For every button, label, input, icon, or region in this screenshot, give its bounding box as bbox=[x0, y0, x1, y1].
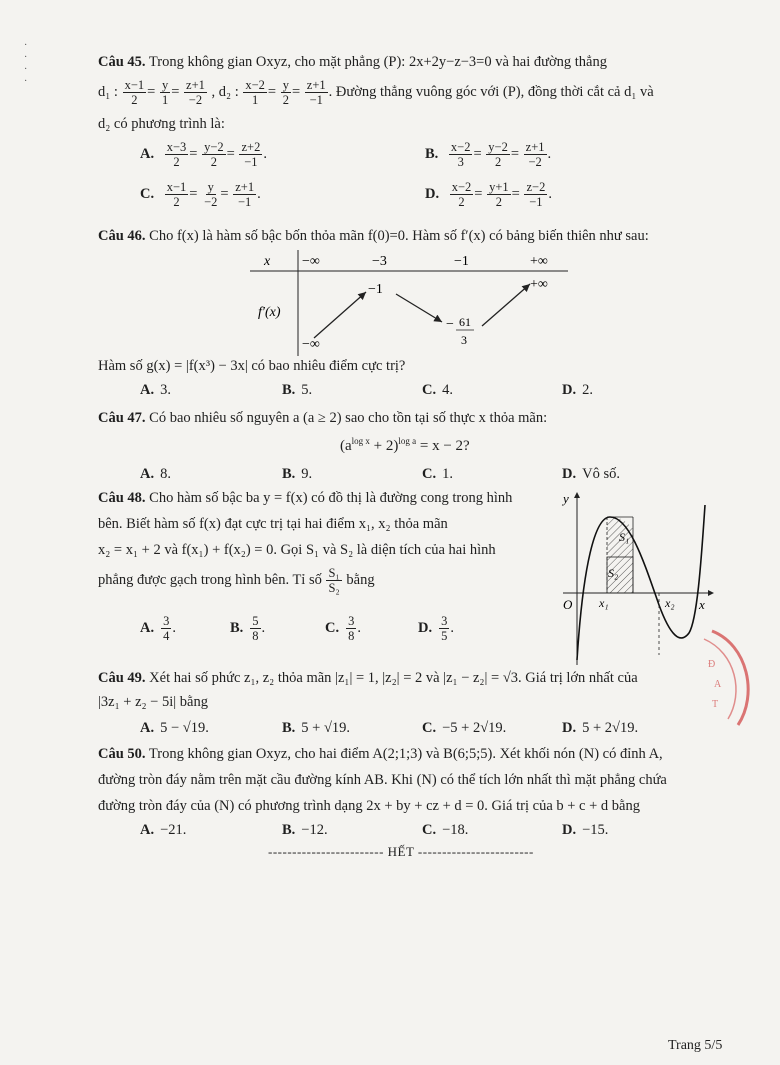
q49-option-a[interactable]: A. 5 − √19. bbox=[140, 720, 209, 736]
table-x-value-3: +∞ bbox=[530, 254, 548, 269]
q45-title: Câu 45. bbox=[98, 54, 146, 70]
q45-d2-frac1: $\frac{x-2}{1}$ bbox=[245, 78, 265, 107]
q48-option-c[interactable]: C. $\frac{3}{8}$ . bbox=[325, 614, 361, 643]
q49-title: Câu 49. bbox=[98, 670, 146, 686]
q45-line3: d₂ có phương trình là: bbox=[98, 116, 225, 132]
q49-option-b[interactable]: B. 5 + √19. bbox=[282, 720, 351, 736]
svg-text:A: A bbox=[714, 679, 722, 690]
q48-line3: x₂ = x₁ + 2 và f(x₁) + f(x₂) = 0. Gọi S₁ và S₂ là diện tích của hai hình bbox=[98, 542, 496, 558]
q45-option-d[interactable]: D. $\frac{x-2}{2}$ = $\frac{y+1}{2}$ = $\frac{z-2}{-1}$ . bbox=[425, 180, 552, 209]
q45-d1-frac2: $\frac{y}{1}$ bbox=[161, 78, 169, 107]
graph-y-label: y bbox=[563, 491, 569, 506]
q48-option-d[interactable]: D. $\frac{3}{5}$ . bbox=[418, 614, 454, 643]
region-s1 bbox=[607, 517, 633, 594]
table-x-value-0: −∞ bbox=[302, 254, 320, 269]
q48-line2: bên. Biết hàm số f(x) đạt cực trị tại hai điểm x₁, x₂ thỏa mãn bbox=[98, 516, 448, 532]
q50-option-c[interactable]: C. −18. bbox=[422, 822, 469, 838]
graph-x-label: x bbox=[699, 597, 705, 612]
margin-dots: · · · · bbox=[24, 40, 28, 87]
q45-option-a[interactable]: A. $\frac{x-3}{2}$ = $\frac{y-2}{2}$ = $\frac{z+2}{-1}$ . bbox=[140, 140, 267, 169]
q46-option-a[interactable]: A. 3. bbox=[140, 382, 171, 398]
q47-equation: $(a^{log x} + 2)^{log a} = x - 2$? bbox=[340, 436, 470, 454]
table-x-label: x bbox=[264, 254, 271, 269]
q45-line2-tail: . Đường thẳng vuông góc với (P), đồng thời cắt cả d₁ và bbox=[328, 83, 654, 100]
q47-option-b[interactable]: B. 9. bbox=[282, 466, 313, 482]
q45-d1-frac1: $\frac{x-1}{2}$ bbox=[124, 78, 145, 107]
q46-title: Câu 46. bbox=[98, 228, 146, 244]
svg-text:Đ: Đ bbox=[708, 659, 716, 670]
table-f-value-0: −∞ bbox=[302, 337, 320, 352]
q46-option-c[interactable]: C. 4. bbox=[422, 382, 453, 398]
arrow-down bbox=[396, 294, 442, 322]
q50-option-a[interactable]: A. −21. bbox=[140, 822, 187, 838]
q49-option-d[interactable]: D. 5 + 2√19. bbox=[562, 720, 639, 736]
q45-option-c[interactable]: C. $\frac{x-1}{2}$ = $\frac{y}{-2}$ = $\frac{z+1}{-1}$ . bbox=[140, 180, 261, 209]
q45-d2-frac2: $\frac{y}{2}$ bbox=[282, 78, 289, 107]
q50-option-b[interactable]: B. −12. bbox=[282, 822, 328, 838]
q45-option-b[interactable]: B. $\frac{x-2}{3}$ = $\frac{y-2}{2}$ = $\frac{z+1}{-2}$ . bbox=[425, 140, 552, 169]
q45-line2: d₁ : $\frac{x-1}{2}$ = $\frac{y}{1}$ = $\frac{z+1}{-2}$ , d₂ : $\frac{x-2}{1}$ = $\frac{y}{2}$ = $\frac{z+1}{-1}$ . Đường thẳng vuông góc với (P), đồng thời cắt cả d₁ và bbox=[98, 78, 654, 107]
table-x-value-2: −1 bbox=[454, 254, 469, 269]
q48-option-b[interactable]: B. $\frac{5}{8}$ . bbox=[230, 614, 266, 643]
arrow-up-2 bbox=[482, 284, 530, 326]
graph-x1-label: x₁ bbox=[599, 596, 609, 610]
q46-option-b[interactable]: B. 5. bbox=[282, 382, 313, 398]
table-f-value-1: −1 bbox=[368, 282, 383, 297]
q48-line1: Câu 48. Cho hàm số bậc ba y = f(x) có đồ thị là đường cong trong hình bbox=[98, 490, 513, 506]
q50-line2: đường tròn đáy nằm trên mặt cầu đường kính AB. Khi (N) có thể tích lớn nhất thì mặt phẳng chứa bbox=[98, 772, 667, 788]
page-number: Trang 5/5 bbox=[668, 1038, 723, 1053]
graph-s1-label: S₁ bbox=[619, 530, 630, 544]
q49-line2: |3z₁ + z₂ − 5i| bằng bbox=[98, 694, 208, 710]
q50-line1: Câu 50. Trong không gian Oxyz, cho hai điểm A(2;1;3) và B(6;5;5). Xét khối nón (N) có đỉnh A, bbox=[98, 746, 663, 762]
q47-option-d[interactable]: D. Vô số. bbox=[562, 466, 620, 482]
q49-option-c[interactable]: C. −5 + 2√19. bbox=[422, 720, 507, 736]
variation-table bbox=[250, 248, 570, 358]
q45-d2-frac3: $\frac{z+1}{-1}$ bbox=[306, 78, 326, 107]
q48-title: Câu 48. bbox=[98, 490, 146, 506]
q46-option-d[interactable]: D. 2. bbox=[562, 382, 593, 398]
q45-d2-label: , d₂ : bbox=[211, 83, 239, 100]
q48-option-a[interactable]: A. $\frac{3}{4}$ . bbox=[140, 614, 176, 643]
q48-line4: phẳng được gạch trong hình bên. Tỉ số $\frac{\text{S₁}}{\text{S₂}}$ bằng bbox=[98, 566, 375, 595]
table-f-value-2: − bbox=[446, 317, 454, 332]
question-47 bbox=[98, 406, 728, 430]
question-46 bbox=[98, 224, 728, 248]
q45-line1: Trong không gian Oxyz, cho mặt phẳng (P): 2x+2y−z−3=0 và hai đường thẳng bbox=[148, 54, 607, 70]
question-45 bbox=[98, 50, 728, 74]
q47-title: Câu 47. bbox=[98, 410, 146, 426]
cubic-curve bbox=[577, 505, 705, 660]
q45-d1-label: d₁ : bbox=[98, 83, 118, 100]
table-f-value-3: +∞ bbox=[530, 277, 548, 292]
q47-option-a[interactable]: A. 8. bbox=[140, 466, 171, 482]
q49-line1: Câu 49. Xét hai số phức z₁, z₂ thỏa mãn |z₁| = 1, |z₂| = 2 và |z₁ − z₂| = √3. Giá trị lớn nhất của bbox=[98, 670, 638, 686]
graph-x2-label: x₂ bbox=[665, 596, 675, 610]
q47-text: Có bao nhiêu số nguyên a (a ≥ 2) sao cho tồn tại số thực x thỏa mãn: bbox=[149, 410, 548, 426]
q50-line3: đường tròn đáy của (N) có phương trình dạng 2x + by + cz + d = 0. Giá trị của b + c + d bằng bbox=[98, 798, 640, 814]
q47-option-c[interactable]: C. 1. bbox=[422, 466, 453, 482]
graph-origin: O bbox=[563, 597, 573, 612]
q50-option-d[interactable]: D. −15. bbox=[562, 822, 609, 838]
stamp-mark bbox=[700, 625, 760, 735]
table-f-label: f′(x) bbox=[258, 305, 281, 320]
end-marker: ------------------------ HẾT ------------------------ bbox=[268, 844, 534, 859]
table-x-value-1: −3 bbox=[372, 254, 387, 269]
q45-d1-frac3: $\frac{z+1}{-2}$ bbox=[186, 78, 205, 107]
table-f-value-2-den: 3 bbox=[461, 333, 467, 347]
arrow-up-1 bbox=[314, 292, 366, 338]
q46-question: Hàm số g(x) = |f(x³) − 3x| có bao nhiêu điểm cực trị? bbox=[98, 358, 406, 374]
svg-text:T: T bbox=[712, 699, 719, 710]
graph-s2-label: S₂ bbox=[608, 566, 619, 580]
q50-title: Câu 50. bbox=[98, 746, 146, 762]
q46-text: Cho f(x) là hàm số bậc bốn thỏa mãn f(0)=0. Hàm số f′(x) có bảng biến thiên như sau: bbox=[149, 228, 649, 244]
table-f-value-2-num: 61 bbox=[459, 315, 471, 329]
